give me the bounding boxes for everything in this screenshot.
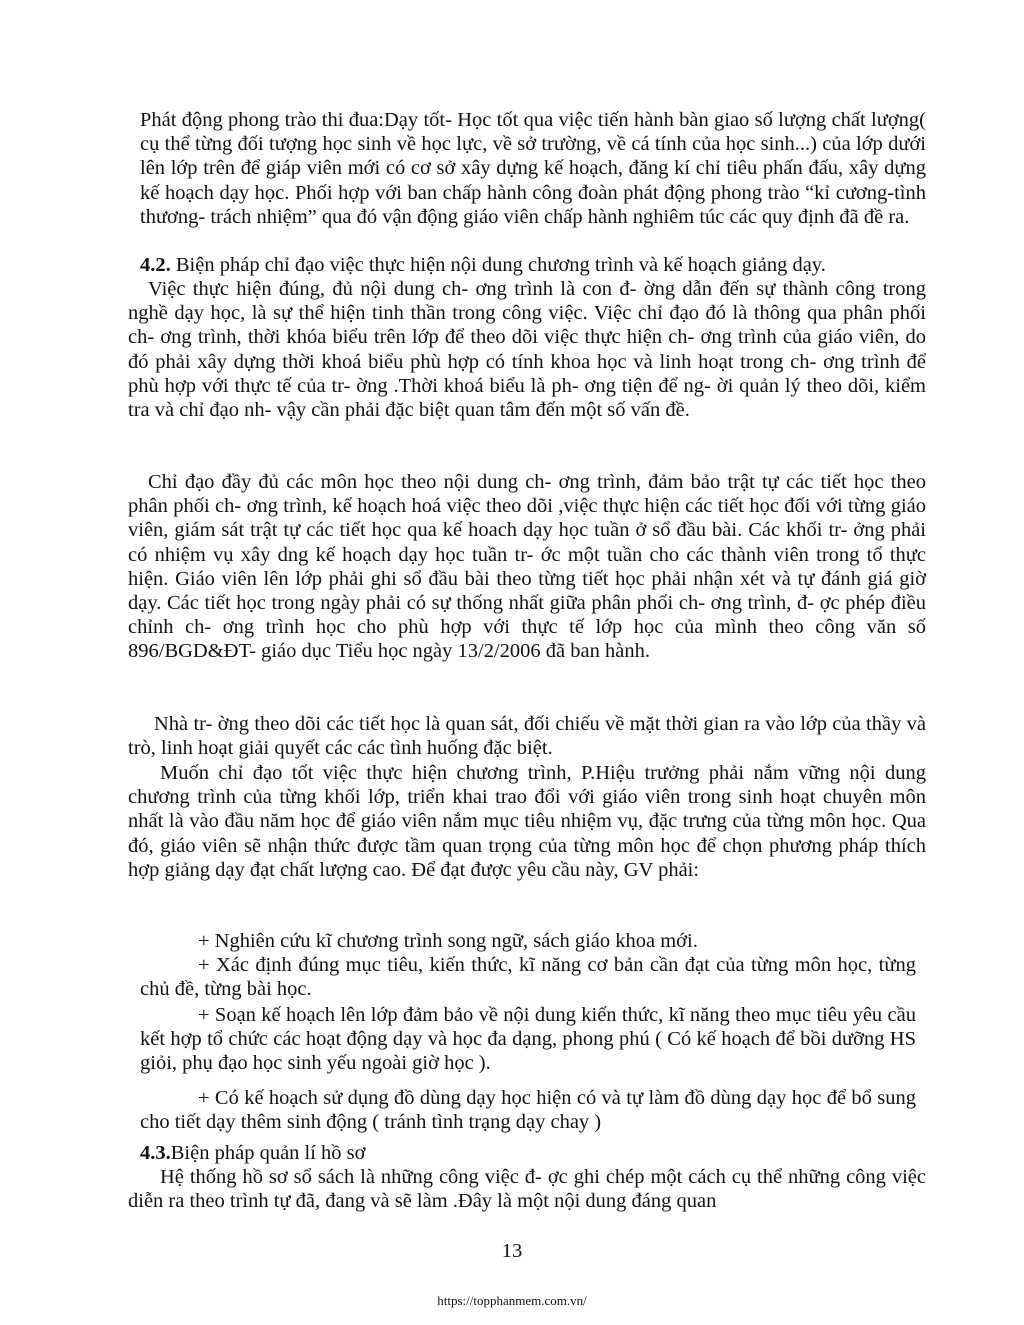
paragraph-school-monitoring: Nhà tr- ờng theo dõi các tiết học là quan sát, đối chiếu về mặt thời gian ra vào lớp của thầy và trò, linh hoạt giải quyết các các tình huống đặc biệt. (128, 713, 926, 760)
paragraph-program-implementation: Việc thực hiện đúng, đủ nội dung ch- ơng trình là con đ- ờng dẫn đến sự thành công trong nghề dạy học, là sự thể hiện tinh thần trong công việc. Việc chỉ đạo đó là thông qua phân phối ch- ơng trình, thời khóa biểu trên lớp để theo dõi việc thực hiện ch- ơng trình của giáo viên, do đó phải xây dựng thời khoá biểu phù hợp có tính khoa học và linh hoạt trong ch- ơng trình để phù hợp với thực tế của tr- ờng .Thời khoá biểu là ph- ơng tiện để ng- ời quản lý theo dõi, kiểm tra và chỉ đạo nh- vậy cần phải đặc biệt quan tâm đến một số vấn đề. (128, 278, 926, 422)
paragraph-vice-principal: Muốn chỉ đạo tốt việc thực hiện chương trình, P.Hiệu trưởng phải nắm vững nội dung chương trình của từng khối lớp, triển khai trao đổi với giáo viên trong sinh hoạt chuyên môn nhất là vào đầu năm học để giáo viên nắm mục tiêu nhiệm vụ, đặc trưng của từng môn học. Qua đó, giáo viên sẽ nhận thức được tầm quan trọng của từng môn học để chọn phương pháp thích hợp giảng dạy đạt chất lượng cao. Để đạt được yêu cầu này, GV phải: (128, 762, 926, 881)
paragraph-campaign: Phát động phong trào thi đua:Dạy tốt- Học tốt qua việc tiến hành bàn giao số lượng chất lượng( cụ thể từng đối tượng học sinh về học lực, về sở trường, về cá tính của học sinh...) của lớp dưới lên lớp trên để giáp viên mới có cơ sở xây dựng kế hoạch, đăng kí chỉ tiêu phấn đấu, xây dựng kế hoạch dạy học. Phối hợp với ban chấp hành công đoàn phát động phong trào “kỉ cương-tình thương- trách nhiệm” qua đó vận động giáo viên chấp hành nghiêm túc các quy định đã đề ra. (140, 109, 926, 228)
paragraph-subject-direction: Chỉ đạo đầy đủ các môn học theo nội dung ch- ơng trình, đảm bảo trật tự các tiết học theo phân phối ch- ơng trình, kế hoạch hoá việc theo dõi ,việc thực hiện các tiết học đối với từng giáo viên, giám sát trật tự các tiết học qua kế hoach dạy học tuần ở sổ đầu bài. Các khối tr- ởng phải có nhiệm vụ xây dng kế hoạch dạy học tuần tr- ớc một tuần cho các thành viên trong tổ thực hiện. Giáo viên lên lớp phải ghi sổ đầu bài theo từng tiết học phải nhận xét và tự đánh giá giờ dạy. Các tiết học trong ngày phải có sự thống nhất giữa phân phối ch- ơng trình, đ- ợc phép điều chỉnh ch- ơng trình học cho phù hợp với thực tế lớp học của mình theo công văn số 896/BGD&ĐT- giáo dục Tiểu học ngày 13/2/2006 đã ban hành. (128, 471, 926, 663)
footer-url: https://topphanmem.com.vn/ (437, 1293, 587, 1308)
heading-4-3 (140, 1141, 926, 1165)
paragraph-records-system: Hệ thống hồ sơ sổ sách là những công việc đ- ợc ghi chép một cách cụ thể những công việc diễn ra theo trình tự đã, đang và sẽ làm .Đây là một nội dung đáng quan (128, 1166, 926, 1213)
bullet-lesson-plan: + Soạn kế hoạch lên lớp đảm bảo về nội dung kiến thức, kĩ năng theo mục tiêu yêu cầu kết hợp tổ chức các hoạt động dạy và học đa dạng, phong phú ( Có kế hoạch để bồi dưỡng HS giỏi, phụ đạo học sinh yếu ngoài giờ học ). (140, 1004, 916, 1075)
bullet-objectives: + Xác định đúng mục tiêu, kiến thức, kĩ năng cơ bản cần đạt của từng môn học, từng chủ đề, từng bài học. (140, 954, 916, 1001)
heading-4-2-title: Biện pháp chỉ đạo việc thực hiện nội dung chương trình và kế hoạch giảng dạy. (170, 254, 826, 276)
heading-4-2 (140, 253, 926, 277)
heading-4-3-number: 4.3. (140, 1142, 171, 1164)
bullet-teaching-aids: + Có kế hoạch sử dụng đồ dùng dạy học hiện có và tự làm đồ dùng dạy học để bổ sung cho tiết dạy thêm sinh động ( tránh tình trạng dạy chay ) (140, 1087, 916, 1134)
heading-4-3-title: Biện pháp quản lí hồ sơ (170, 1142, 366, 1164)
heading-4-2-number: 4.2. (140, 254, 171, 276)
bullet-study-program: + Nghiên cứu kĩ chương trình song ngữ, sách giáo khoa mới. (198, 930, 698, 952)
page-number: 13 (501, 1240, 523, 1262)
